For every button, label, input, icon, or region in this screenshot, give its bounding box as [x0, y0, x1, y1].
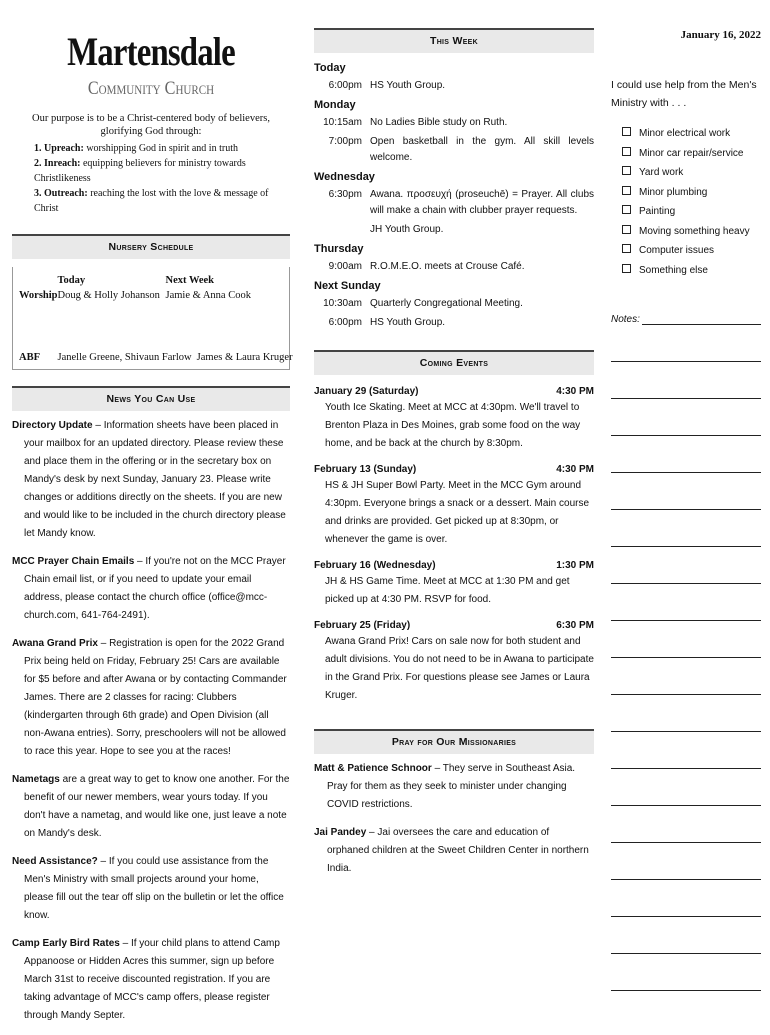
help-option[interactable]: Painting — [622, 202, 761, 222]
notes-line[interactable] — [611, 732, 761, 769]
checkbox-icon[interactable] — [622, 244, 631, 253]
notes-field[interactable] — [611, 312, 761, 325]
help-options-list — [622, 124, 761, 280]
checkbox-icon[interactable] — [622, 127, 631, 136]
news-item: Awana Grand Prix – Registration is open for the 2022 Grand Prix being held on Friday, February 25! Cars are available for $5 before and after Awana or by contacting Commander James. There are 2 classes for racing: Clubbers (kindergarten through 6th grade) and Open Division (all non-Awana entries). Sorry, preschoolers will not be allowed to race this year. Hope to see you at the races! — [12, 638, 287, 757]
nursery-row-label: ABF — [19, 352, 40, 363]
notes-line[interactable] — [611, 806, 761, 843]
notes-line[interactable] — [611, 473, 761, 510]
this-week-list — [314, 61, 594, 331]
news-item: Need Assistance? – If you could use assistance from the Men's Ministry with small projects around your home, please fill out the tear off slip on the bulletin or let the office know. — [12, 856, 284, 921]
church-name: Martensdale — [67, 29, 235, 74]
notes-line[interactable] — [611, 510, 761, 547]
event-row: 6:00pm HS Youth Group. — [328, 317, 446, 328]
notes-lines[interactable] — [611, 325, 761, 991]
church-subtitle: Community Church — [87, 78, 215, 99]
notes-line[interactable] — [611, 547, 761, 584]
help-option[interactable]: Yard work — [622, 163, 761, 183]
missionaries-list — [314, 760, 594, 878]
missionary-item: Matt & Patience Schnoor – They serve in Southeast Asia. Pray for them as they seek to minister under changing COVID restrictions. — [314, 763, 576, 810]
notes-line[interactable] — [611, 695, 761, 732]
help-option[interactable]: Moving something heavy — [622, 222, 761, 242]
notes-line[interactable] — [611, 399, 761, 436]
news-item: Camp Early Bird Rates – If your child plans to attend Camp Appanoose or Hidden Acres this summer, sign up before March 31st to receive discounted registration. If you are taking advantage of MCC's camp offers, please register through Mandy Septer. — [12, 938, 280, 1021]
goal-item: 2. Inreach: equipping believers for ministry towards Christlikeness — [34, 158, 246, 184]
news-item: MCC Prayer Chain Emails – If you're not on the MCC Prayer Chain email list, or if you need to update your email address, please contact the church office (office@mcc-church.com, 641-764-2491). — [12, 556, 286, 621]
checkbox-icon[interactable] — [622, 166, 631, 175]
coming-event: February 16 (Wednesday) 1:30 PM JH & HS Game Time. Meet at MCC at 1:30 PM and get picked up at 4:30 PM. RSVP for food. — [314, 560, 594, 605]
notes-line[interactable] — [642, 312, 761, 325]
goal-item: 1. Upreach: worshipping God in spirit and in truth — [34, 143, 238, 154]
purpose-statement: Our purpose is to be a Christ-centered body of believers, glorifying God through: — [32, 113, 270, 137]
nursery-col-today: Today — [57, 275, 86, 286]
day-label: Wednesday — [314, 171, 375, 183]
event-row: JH Youth Group. — [370, 224, 444, 235]
notes-line[interactable] — [611, 769, 761, 806]
nursery-schedule-header: Nursery Schedule — [12, 234, 290, 259]
help-option[interactable]: Minor electrical work — [622, 124, 761, 144]
event-row: 10:15am No Ladies Bible study on Ruth. — [323, 117, 508, 128]
checkbox-icon[interactable] — [622, 147, 631, 156]
coming-event: February 25 (Friday) 6:30 PM Awana Grand Prix! Cars on sale now for both student and adult divisions. You do not need to be in Awana to participate in the Grand Prix. For questions please see James or Laura Kruger. — [314, 620, 594, 701]
checkbox-icon[interactable] — [622, 205, 631, 214]
notes-line[interactable] — [611, 843, 761, 880]
nursery-schedule-table — [12, 267, 293, 370]
help-option[interactable]: Minor plumbing — [622, 183, 761, 203]
notes-line[interactable] — [611, 584, 761, 621]
event-row: 6:30pm Awana. προσευχή (proseuchē) = Prayer. All clubs will make a chain with clubber prayer requests. — [328, 189, 594, 216]
notes-line[interactable] — [611, 658, 761, 695]
goals-list — [34, 141, 290, 216]
event-row: 7:00pm Open basketball in the gym. All skill levels welcome. — [328, 136, 594, 163]
news-header: News You Can Use — [12, 386, 290, 411]
day-label: Next Sunday — [314, 280, 381, 292]
event-row: 6:00pm HS Youth Group. — [328, 80, 446, 91]
nursery-cell: Doug & Holly Johanson — [57, 290, 160, 301]
day-label: Today — [314, 62, 346, 74]
day-label: Thursday — [314, 243, 364, 255]
notes-line[interactable] — [611, 954, 761, 991]
middle-column — [314, 28, 594, 888]
checkbox-icon[interactable] — [622, 225, 631, 234]
notes-line[interactable] — [611, 325, 761, 362]
nursery-col-next: Next Week — [165, 275, 215, 286]
notes-line[interactable] — [611, 436, 761, 473]
nursery-row-label: Worship — [19, 290, 58, 301]
missionary-item: Jai Pandey – Jai oversees the care and education of orphaned children at the Sweet Children Center in northern India. — [314, 827, 589, 874]
news-list — [12, 417, 290, 1025]
news-item: Nametags are a great way to get to know one another. For the benefit of our newer members, wear yours today. If you don't have a nametag, and would like one, just leave a note on Mandy's desk. — [12, 774, 290, 839]
checkbox-icon[interactable] — [622, 264, 631, 273]
notes-line[interactable] — [611, 917, 761, 954]
event-row: 10:30am Quarterly Congregational Meeting. — [323, 298, 523, 309]
this-week-header: This Week — [314, 28, 594, 53]
help-request-text: I could use help from the Men's Ministry with . . . — [611, 79, 757, 109]
notes-line[interactable] — [611, 621, 761, 658]
checkbox-icon[interactable] — [622, 186, 631, 195]
notes-line[interactable] — [611, 362, 761, 399]
coming-event: February 13 (Sunday) 4:30 PM HS & JH Super Bowl Party. Meet in the MCC Gym around 4:30pm. Everyone brings a snack or a dessert. Main course and drinks are provided. Get picked up at 8:30pm, or whenever the game is over. — [314, 464, 594, 545]
goal-item: 3. Outreach: reaching the lost with the love & message of Christ — [34, 188, 269, 214]
day-label: Monday — [314, 99, 356, 111]
event-row: 9:00am R.O.M.E.O. meets at Crouse Café. — [328, 261, 525, 272]
nursery-cell: Jamie & Anna Cook — [165, 290, 251, 301]
coming-events-list — [314, 385, 594, 705]
nursery-row-abf: Janelle Greene, Shivaun Farlow James & Laura Kruger — [57, 352, 293, 363]
coming-events-header: Coming Events — [314, 350, 594, 375]
left-column — [12, 28, 293, 1035]
bulletin-date: January 16, 2022 — [680, 29, 761, 41]
notes-line[interactable] — [611, 880, 761, 917]
missionaries-header: Pray for Our Missionaries — [314, 729, 594, 754]
tear-off-column — [611, 28, 761, 991]
notes-label: Notes: — [611, 314, 640, 325]
coming-event: January 29 (Saturday) 4:30 PM Youth Ice Skating. Meet at MCC at 4:30pm. We'll travel to Brenton Plaza in Des Moines, grab some food on the way home, and be back at the church by 8:30pm. — [314, 386, 594, 449]
help-option[interactable]: Computer issues — [622, 241, 761, 261]
news-item: Directory Update – Information sheets have been placed in your mailbox for an updated directory. Please review these and place them in the offering or in the secretary box on Mandy's desk by next Sunday, January 23. Please write changes or additions directly on the sheets. If you are new and would like to be included in the church directory please let Mandy know. — [12, 420, 286, 539]
help-option[interactable]: Something else — [622, 261, 761, 281]
help-option[interactable]: Minor car repair/service — [622, 144, 761, 164]
